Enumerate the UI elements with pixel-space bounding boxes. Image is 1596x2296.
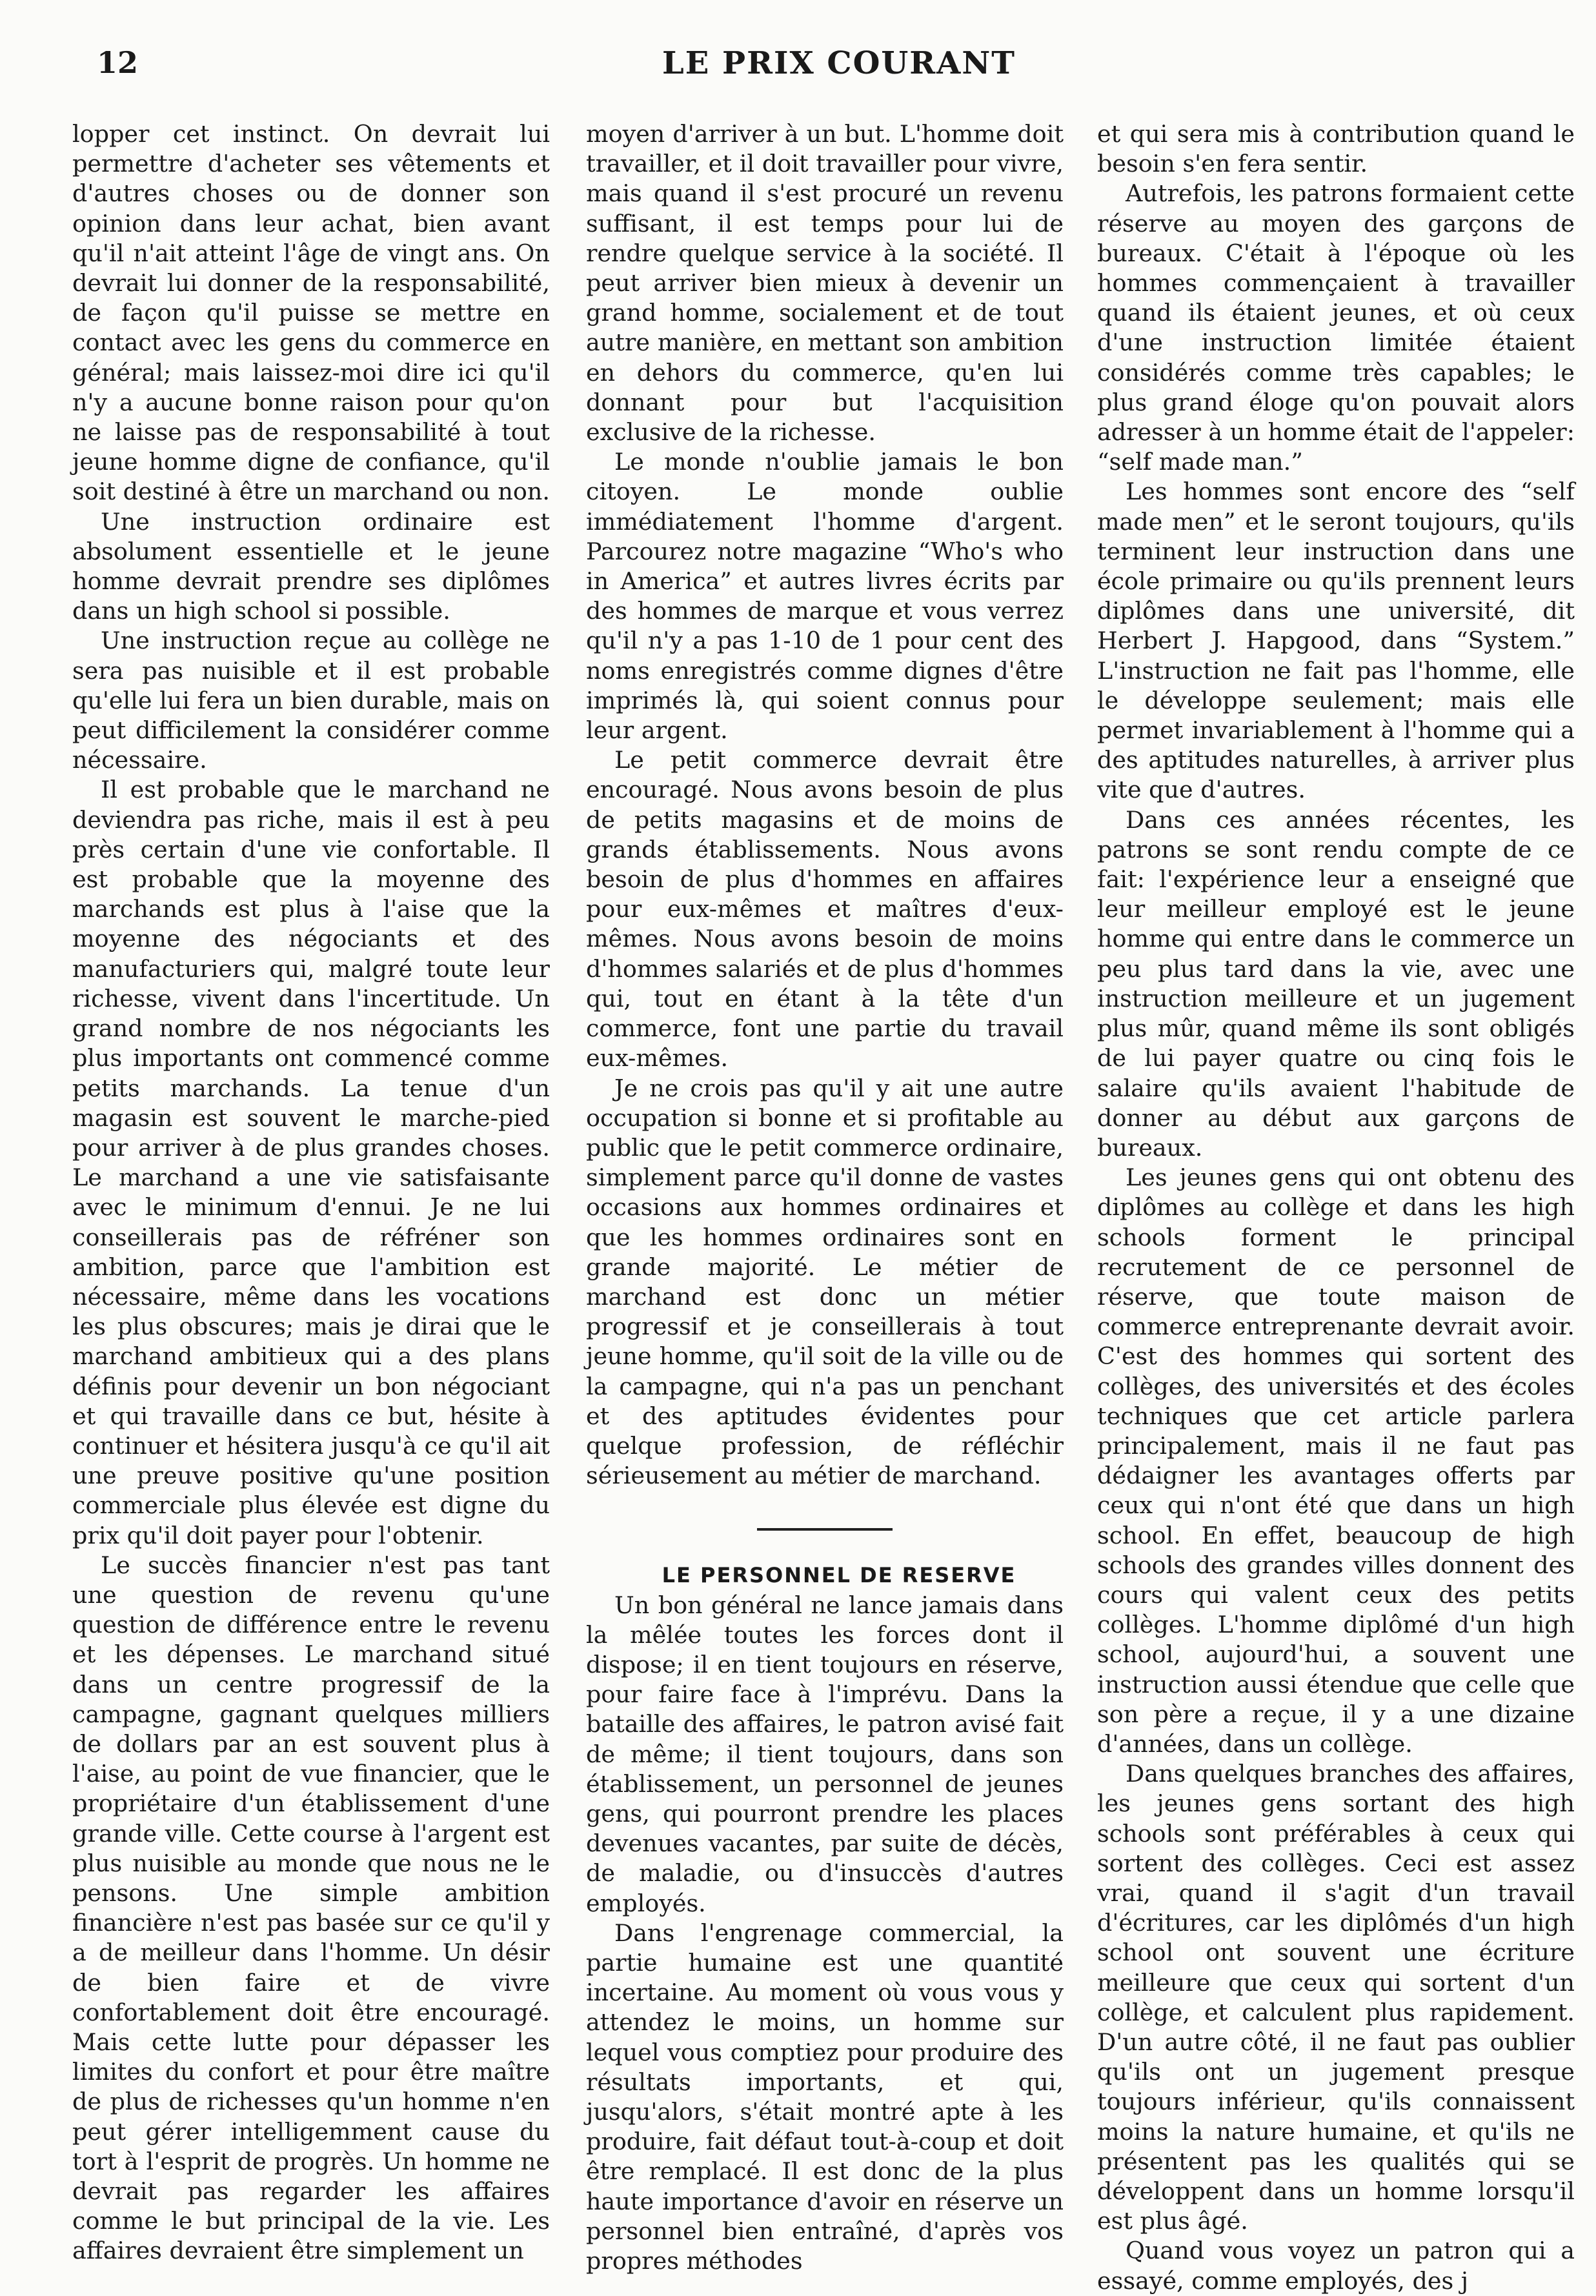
paragraph: Les jeunes gens qui ont obtenu des diplômes au collège et dans les high schools forment le principal recrutement de ce personnel de réserve, que toute maison de commerce entreprenante devrait avoir. C'est des hommes qui sortent des collèges, des universités et des écoles techniques que cet article parlera principalement, mais il ne faut pas dédaigner les avantages offerts par ceux qui n'ont été que dans un high school. En effet, beaucoup de high schools des grandes villes donnent des cours qui valent ceux des petits collèges. L'homme diplômé d'un high school, aujourd'hui, a souvent une instruction aussi étendue que celle que son père a reçue, il y a une dizaine d'années, dans un collège.	[1097, 1163, 1575, 1758]
paragraph: Un bon général ne lance jamais dans la mêlée toutes les forces dont il dispose; il en tient toujours en réserve, pour faire face à l'imprévu. Dans la bataille des affaires, le patron avisé fait de même; il tient toujours, dans son établissement, un personnel de jeunes gens, qui pourront prendre les places devenues vacantes, par suite de décès, de maladie, ou d'insuccès d'autres employés.	[586, 1591, 1064, 1917]
section-divider	[757, 1528, 893, 1531]
text-column-3	[1097, 119, 1575, 2296]
paragraph: lopper cet instinct. On devrait lui permettre d'acheter ses vêtements et d'autres choses ou de donner son opinion dans leur achat, bien avant qu'il n'ait atteint l'âge de vingt ans. On devrait lui donner de la responsabilité, de façon qu'il puisse se mettre en contact avec les gens du commerce en général; mais laissez-moi dire ici qu'il n'y a aucune bonne raison pour qu'on ne laisse pas de responsabilité à tout jeune homme digne de confiance, qu'il soit destiné à être un marchand ou non.	[72, 120, 550, 506]
paragraph: Une instruction ordinaire est absolument essentielle et le jeune homme devrait prendre ses diplômes dans un high school si possible.	[72, 507, 550, 625]
paragraph: Dans l'engrenage commercial, la partie humaine est une quantité incertaine. Au moment où vous vous y attendez le moins, un homme sur lequel vous comptiez pour produire des résultats importants, et qui, jusqu'alors, s'était montré apte à les produire, fait défaut tout-à-coup et doit être remplacé. Il est donc de la plus haute importance d'avoir en réserve un personnel bien entraîné, d'après vos propres méthodes	[586, 1918, 1064, 2275]
paragraph: Une instruction reçue au collège ne sera pas nuisible et il est probable qu'elle lui fera un bien durable, mais on peut difficilement la considérer comme nécessaire.	[72, 627, 550, 774]
paragraph: Il est probable que le marchand ne deviendra pas riche, mais il est à peu près certain d'une vie confortable. Il est probable que la moyenne des marchands est plus à l'aise que la moyenne des négociants et des manufacturiers qui, malgré toute leur richesse, vivent dans l'incertitude. Un grand nombre de nos négociants les plus importants ont commencé comme petits marchands. La tenue d'un magasin est souvent le marche-pied pour arriver à de plus grandes choses. Le marchand a une vie satisfaisante avec le minimum d'ennui. Je ne lui conseillerais pas de réfréner son ambition, parce que l'ambition est nécessaire, même dans les vocations les plus obscures; mais je dirai que le marchand ambitieux qui a des plans définis pour devenir un bon négociant et qui travaille dans ce but, hésite à continuer et hésitera jusqu'à ce qu'il ait une preuve positive qu'une position commerciale plus élevée est digne du prix qu'il doit payer pour l'obtenir.	[72, 776, 550, 1549]
section-heading: LE PERSONNEL DE RESERVE	[662, 1563, 1016, 1588]
paragraph: Le petit commerce devrait être encouragé. Nous avons besoin de plus de petits magasins et de moins de grands établissements. Nous avons besoin de plus d'hommes en affaires pour eux-mêmes et maîtres d'eux-mêmes. Nous avons besoin de moins d'hommes salariés et de plus d'hommes qui, tout en étant à la tête d'un commerce, font une partie du travail eux-mêmes.	[586, 746, 1064, 1072]
paragraph: Quand vous voyez un patron qui a essayé, comme employés, des j	[1097, 2237, 1575, 2295]
paragraph: Dans ces années récentes, les patrons se sont rendu compte de ce fait: l'expérience leur a enseigné que leur meilleur employé est le jeune homme qui entre dans le commerce un peu plus tard dans la vie, avec une instruction meilleure et un jugement plus mûr, quand même ils sont obligés de lui payer quatre ou cinq fois le salaire qu'ils avaient l'habitude de donner au début aux garçons de bureaux.	[1097, 805, 1575, 1162]
publication-title: LE PRIX COURANT	[662, 45, 1016, 81]
page-header	[97, 40, 1581, 98]
text-column-1	[72, 119, 550, 2266]
paragraph: Dans quelques branches des affaires, les jeunes gens sortant des high schools sont préférables à ceux qui sortent des collèges. Ceci est assez vrai, quand il s'agit d'un travail d'écritures, car les diplômés d'un high school ont souvent une écriture meilleure que ceux qui sortent d'un collège, et calculent plus rapidement. D'un autre côté, il ne faut pas oublier qu'ils ont un jugement presque toujours inférieur, qu'ils connaissent moins la nature humaine, et qu'ils ne présentent pas les qualités qui se développent dans un homme lorsqu'il est plus âgé.	[1097, 1760, 1575, 2235]
paragraph: Autrefois, les patrons formaient cette réserve au moyen des garçons de bureaux. C'était à l'époque où les hommes commençaient à travailler quand ils étaient jeunes, et où ceux d'une instruction limitée étaient considérés comme très capables; le plus grand éloge qu'on pouvait alors adresser à un homme était de l'appeler: “self made man.”	[1097, 179, 1575, 476]
paragraph: Je ne crois pas qu'il y ait une autre occupation si bonne et si profitable au public que le petit commerce ordinaire, simplement parce qu'il donne de vastes occasions aux hommes ordinaires et que les hommes ordinaires sont en grande majorité. Le métier de marchand est donc un métier progressif et je conseillerais à tout jeune homme, qu'il soit de la ville ou de la campagne, qui n'a pas un penchant et des aptitudes évidentes pour quelque profession, de réfléchir sérieusement au métier de marchand.	[586, 1074, 1064, 1490]
paragraph: et qui sera mis à contribution quand le besoin s'en fera sentir.	[1097, 120, 1575, 178]
paragraph: Le monde n'oublie jamais le bon citoyen. Le monde oublie immédiatement l'homme d'argent. Parcourez notre magazine “Who's who in America” et autres livres écrits par des hommes de marque et vous verrez qu'il n'y a pas 1-10 de 1 pour cent des noms enregistrés comme dignes d'être imprimés là, qui soient connus pour leur argent.	[586, 448, 1064, 745]
paragraph: moyen d'arriver à un but. L'homme doit travailler, et il doit travailler pour vivre, mais quand il s'est procuré un revenu suffisant, il est temps pour lui de rendre quelque service à la société. Il peut arriver bien mieux à devenir un grand homme, socialement et de tout autre manière, en mettant son ambition en dehors du commerce, qu'en lui donnant pour but l'acquisition exclusive de la richesse.	[586, 120, 1064, 447]
paragraph: Les hommes sont encore des “self made men” et le seront toujours, qu'ils terminent leur instruction dans une école primaire ou qu'ils prennent leurs diplômes dans une université, dit Herbert J. Hapgood, dans “System.” L'instruction ne fait pas l'homme, elle le développe seulement; mais elle permet invariablement à l'homme qui a des aptitudes naturelles, à arriver plus vite que d'autres.	[1097, 478, 1575, 804]
page-number: 12	[97, 45, 139, 80]
paragraph: Le succès financier n'est pas tant une question de revenu qu'une question de différence entre le revenu et les dépenses. Le marchand situé dans un centre progressif de la campagne, gagnant quelques milliers de dollars par an est souvent plus à l'aise, au point de vue financier, que le propriétaire d'un établissement d'une grande ville. Cette course à l'argent est plus nuisible au monde que nous ne le pensons. Une simple ambition financière n'est pas basée sur ce qu'il y a de meilleur dans l'homme. Un désir de bien faire et de vivre confortablement doit être encouragé. Mais cette lutte pour dépasser les limites du confort et pour être maître de plus de richesses qu'un homme n'en peut gérer intelligemment cause du tort à l'esprit de progrès. Un homme ne devrait pas regarder les affaires comme le but principal de la vie. Les affaires devraient être simplement un	[72, 1551, 550, 2265]
text-column-2	[586, 119, 1064, 2276]
